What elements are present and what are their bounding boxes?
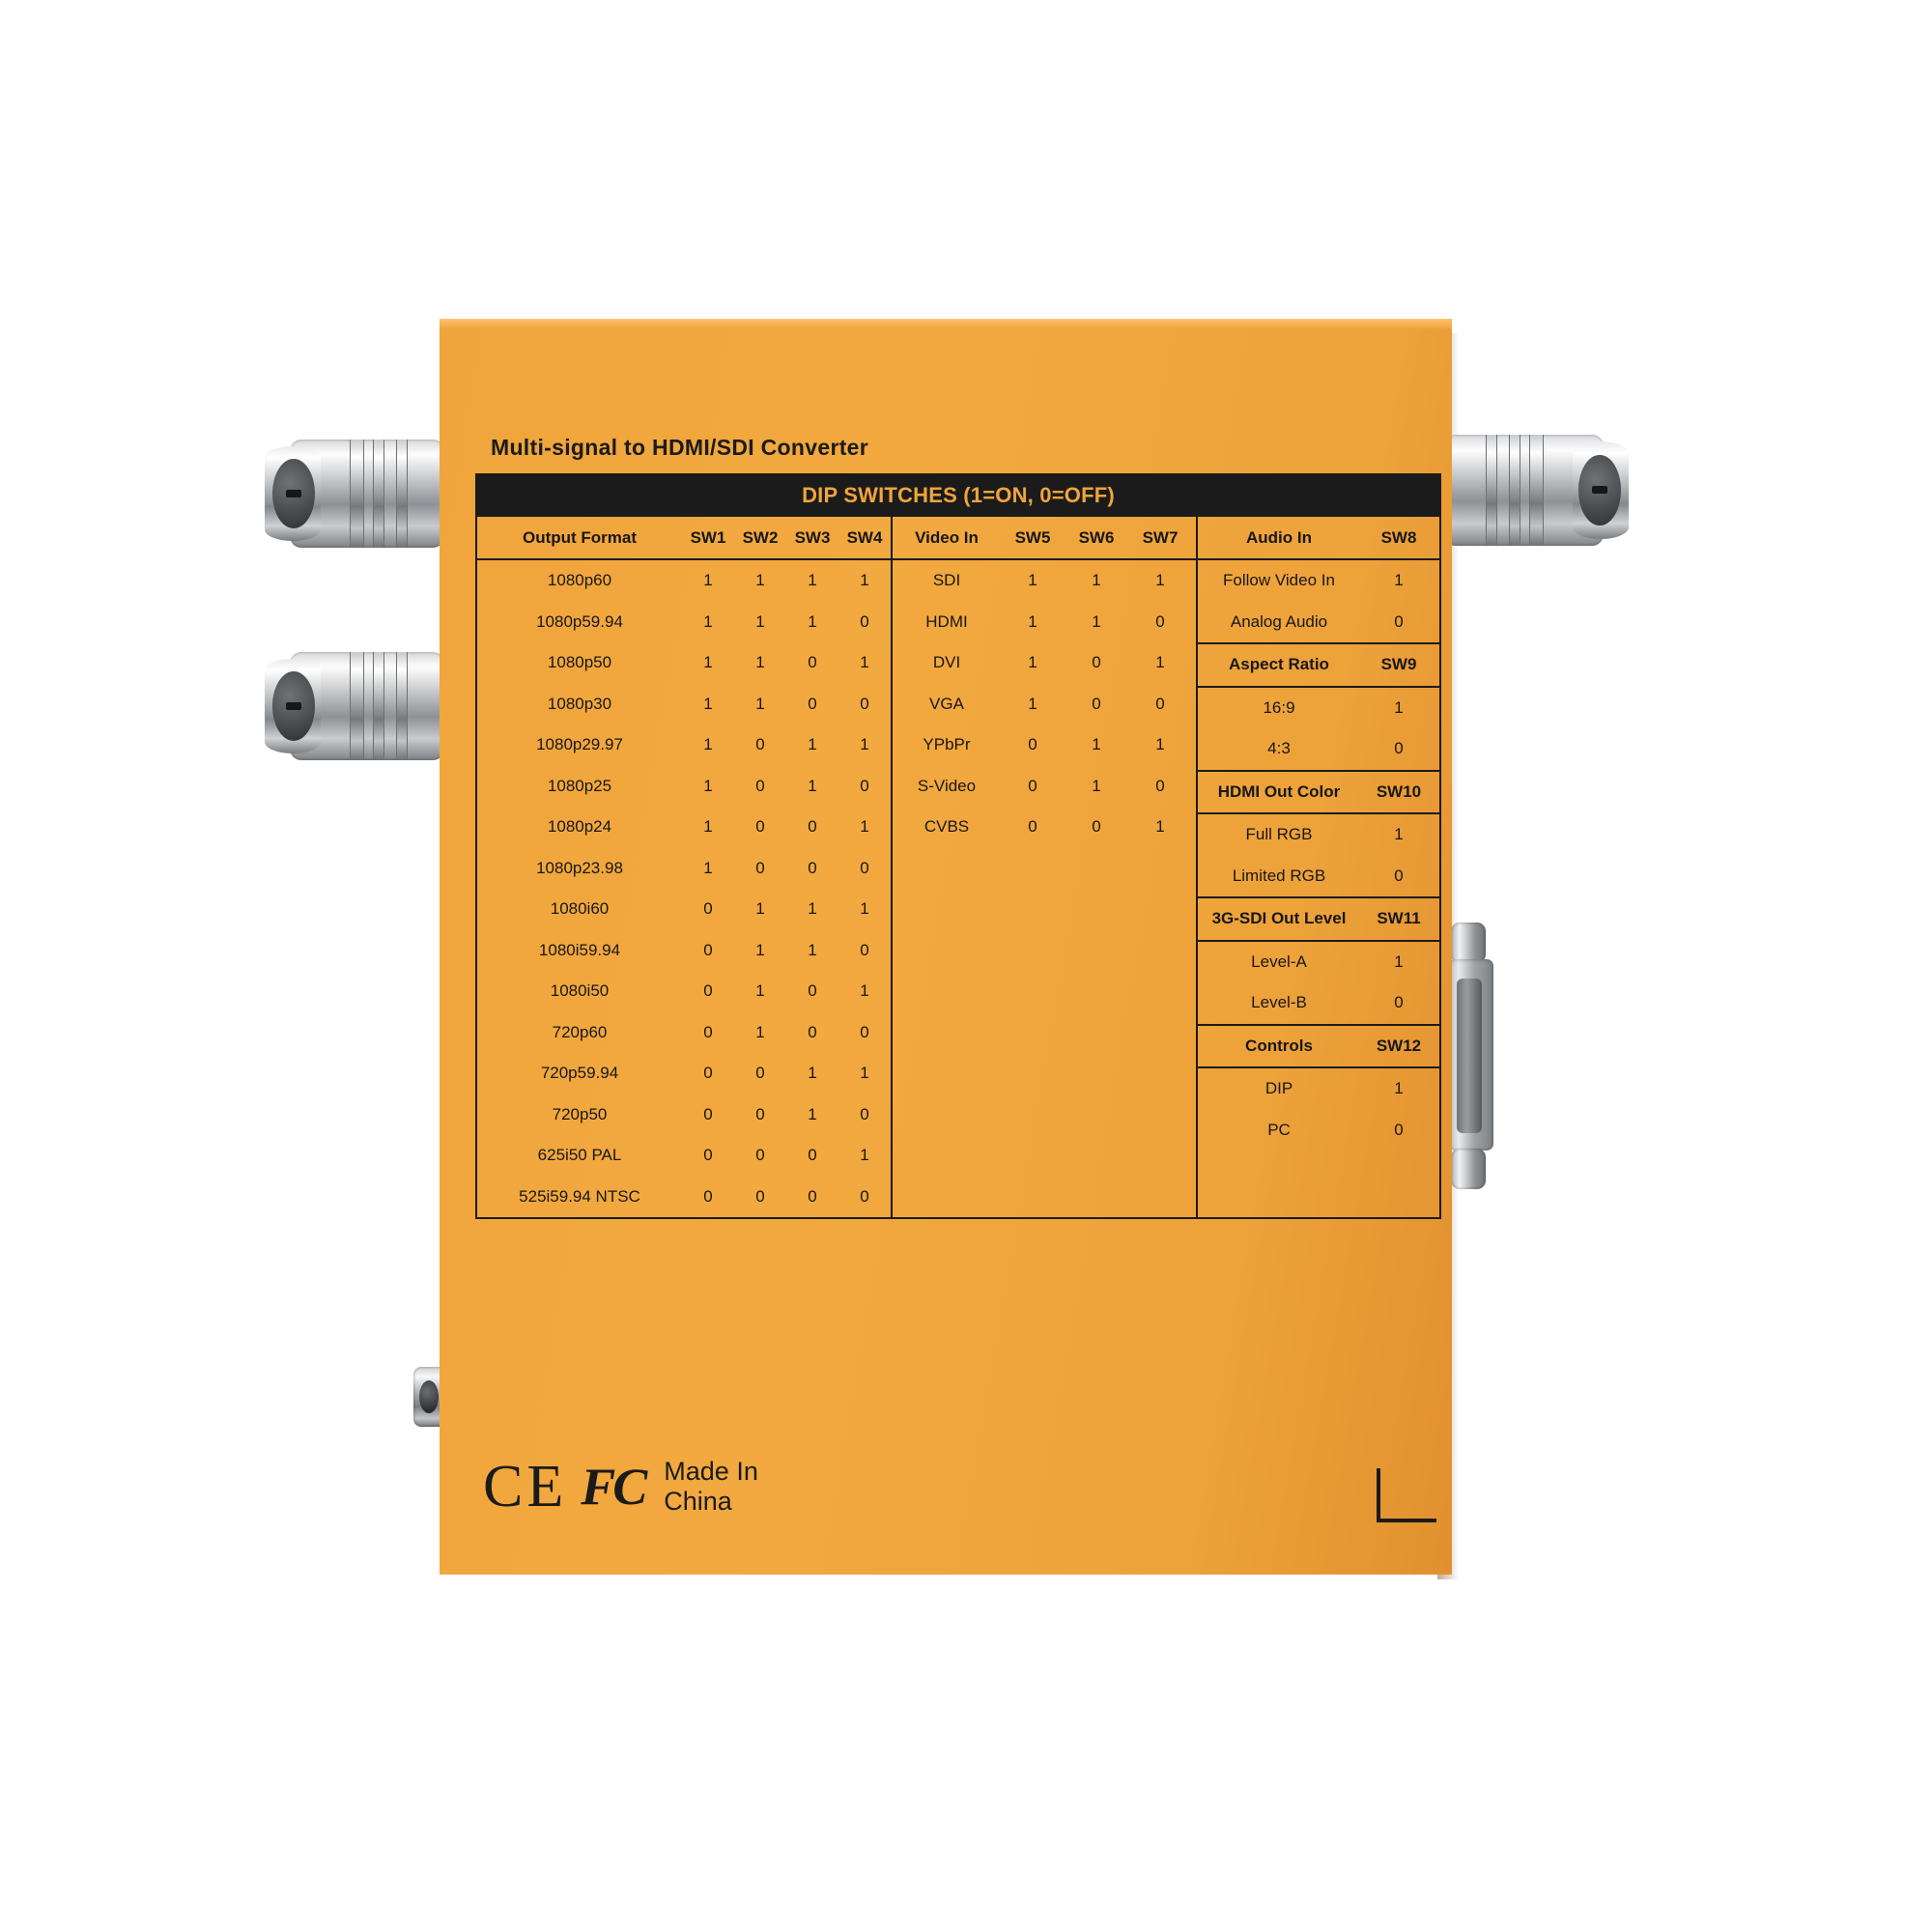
cell-sw7: 0 [1155,611,1165,631]
cell-sw5: 0 [1028,817,1037,837]
cell-hdmi-color-option: Limited RGB [1232,866,1326,885]
table-row [893,807,1196,848]
table-row [893,724,1196,766]
cell-sw4: 1 [860,981,869,1001]
cell-sw5: 1 [1028,611,1037,631]
product-title: Multi-signal to HDMI/SDI Converter [491,435,868,460]
cell-format: 720p60 [552,1022,608,1041]
cell-format: 1080p24 [547,817,612,837]
col-header-sw5: SW5 [1014,527,1051,547]
table-row [1198,602,1439,643]
cell-sdi-level-option: Level-A [1251,952,1307,971]
cell-sw1: 0 [703,1104,713,1123]
table-row [477,807,891,848]
col-header-sw10: SW10 [1376,781,1422,801]
cell-format: 1080p50 [547,653,612,672]
table-row [1198,1110,1439,1151]
cell-sw7: 0 [1155,776,1165,795]
cell-sw8: 1 [1394,571,1404,590]
cell-sw6: 1 [1092,735,1101,754]
made-in-line1: Made In [664,1457,758,1486]
cell-sw3: 1 [808,611,817,631]
dip-table-header: DIP SWITCHES (1=ON, 0=OFF) [477,475,1439,517]
cell-sw2: 0 [755,858,765,877]
cell-sw1: 1 [703,776,713,795]
cell-sw2: 0 [755,1146,765,1165]
col-header-video-in: Video In [915,527,979,547]
col-header-sw3: SW3 [794,527,831,547]
col-header-aspect-ratio: Aspect Ratio [1229,655,1329,674]
table-row [477,1135,891,1177]
cell-sw11: 1 [1394,952,1404,971]
cell-sw2: 1 [755,1022,765,1041]
table-row [1198,1068,1439,1110]
cell-sw1: 1 [703,653,713,672]
cell-sw3: 0 [808,694,817,713]
cell-sw4: 0 [860,858,869,877]
table-row [1198,942,1439,983]
table-row [1198,814,1439,856]
cell-sw7: 1 [1155,571,1165,590]
cell-sw1: 1 [703,611,713,631]
cell-sw7: 1 [1155,653,1165,672]
cell-sw6: 0 [1092,653,1101,672]
fcc-mark-icon: FC [581,1458,645,1517]
table-row [477,560,891,602]
bnc-ring [350,440,364,548]
cell-format: 720p50 [552,1104,608,1123]
ce-mark-icon: CE [483,1454,568,1520]
cell-hdmi-color-option: Full RGB [1245,825,1313,844]
cell-sw10: 0 [1394,866,1404,885]
cell-format: 1080i60 [550,899,610,919]
controls-header-row [1198,1024,1439,1069]
cell-audio-option: Analog Audio [1230,611,1328,631]
cell-video-in: SDI [932,571,961,590]
cell-sw1: 1 [703,571,713,590]
cell-sw2: 1 [755,571,765,590]
table-row [477,766,891,808]
cell-format: 625i50 PAL [537,1146,622,1165]
table-row [893,642,1196,684]
made-in-line2: China [664,1487,732,1517]
cell-video-in: CVBS [923,817,970,837]
cell-format: 1080i59.94 [538,940,621,959]
cell-sw3: 0 [808,1146,817,1165]
hdmi-out-color-header-row [1198,770,1439,815]
cell-video-in: YPbPr [923,735,971,754]
col-header-audio-in: Audio In [1246,527,1312,547]
bnc-connector-left-top[interactable] [290,440,444,548]
table-row [477,1012,891,1054]
col-header-sw8: SW8 [1380,527,1417,547]
cell-audio-option: Follow Video In [1223,571,1335,590]
cell-sw3: 1 [808,735,817,754]
col-header-hdmi-out-color: HDMI Out Color [1217,781,1341,801]
cell-sw12: 1 [1394,1079,1404,1098]
cell-sw7: 1 [1155,735,1165,754]
cell-sw4: 0 [860,611,869,631]
cell-sw2: 1 [755,653,765,672]
col-header-sw2: SW2 [742,527,779,547]
cell-sw3: 1 [808,1064,817,1083]
col-header-sw9: SW9 [1380,655,1417,674]
table-row [477,602,891,643]
cell-sw6: 0 [1092,694,1101,713]
cell-sw1: 0 [703,940,713,959]
cell-sw1: 0 [703,1146,713,1165]
cell-sw1: 1 [703,735,713,754]
table-row [477,642,891,684]
col-header-sw12: SW12 [1376,1036,1422,1055]
cell-sw3: 1 [808,776,817,795]
made-in-label [664,1457,758,1517]
bnc-ring [1486,435,1497,546]
cell-control-option: PC [1267,1120,1291,1139]
cell-sw12: 0 [1394,1120,1404,1139]
cell-sw10: 1 [1394,825,1404,844]
bnc-ring [396,440,408,548]
cell-format: 1080p60 [547,571,612,590]
table-row [893,766,1196,808]
col-header-sw4: SW4 [846,527,883,547]
cell-aspect-option: 16:9 [1263,697,1295,717]
cell-sw5: 1 [1028,694,1037,713]
cell-sw7: 1 [1155,817,1165,837]
audio-jack-hole [419,1380,439,1413]
bnc-ring [373,440,384,548]
cell-sw3: 0 [808,981,817,1001]
cell-sw2: 0 [755,1186,765,1206]
table-row [477,1177,891,1218]
cell-sw4: 0 [860,776,869,795]
bnc-ring [373,652,384,760]
table-row [477,971,891,1012]
cell-format: 1080p25 [547,776,612,795]
cell-sw6: 0 [1092,817,1101,837]
vga-screw-bottom [1451,1149,1486,1189]
dip-switch-table [475,473,1441,1219]
cell-sw6: 1 [1092,776,1101,795]
cell-sw3: 0 [808,817,817,837]
cell-sw6: 1 [1092,571,1101,590]
vga-inner [1457,979,1482,1133]
cell-sw3: 1 [808,571,817,590]
bnc-pin [286,702,301,710]
cell-sw5: 0 [1028,776,1037,795]
sdi-out-level-header-row [1198,896,1439,942]
corner-alignment-mark [1377,1468,1436,1522]
cell-format: 1080p29.97 [536,735,623,754]
table-row [477,684,891,725]
cell-sw2: 0 [755,817,765,837]
table-row [477,848,891,890]
cell-sw2: 1 [755,899,765,919]
cell-sw4: 1 [860,1064,869,1083]
table-row [477,724,891,766]
cell-video-in: S-Video [917,776,977,795]
cell-format: 1080i50 [550,981,610,1001]
table-row [893,602,1196,643]
cell-sw4: 1 [860,571,869,590]
table-row [893,560,1196,602]
cell-video-in: DVI [932,653,961,672]
cell-sw2: 1 [755,611,765,631]
cell-sw4: 0 [860,1186,869,1206]
bnc-pin [1592,486,1607,494]
video-in-header-row [893,517,1196,560]
cell-sw8: 0 [1394,611,1404,631]
cell-sw2: 0 [755,735,765,754]
cell-sw1: 1 [703,858,713,877]
cell-sw5: 0 [1028,735,1037,754]
bnc-ring [1509,435,1520,546]
cell-sw4: 1 [860,735,869,754]
cell-sw4: 1 [860,653,869,672]
audio-in-header-row [1198,517,1439,560]
cell-sw4: 1 [860,817,869,837]
bnc-connector-left-bottom[interactable] [290,652,444,760]
bnc-ring [396,652,408,760]
table-row [477,1053,891,1094]
cell-sw5: 1 [1028,571,1037,590]
cell-sw5: 1 [1028,653,1037,672]
output-format-column [477,517,893,1217]
cell-format: 525i59.94 NTSC [519,1186,640,1206]
cell-video-in: HDMI [925,611,968,631]
cell-video-in: VGA [929,694,964,713]
bnc-ring [1529,435,1544,546]
cell-sw4: 0 [860,1022,869,1041]
cell-sdi-level-option: Level-B [1251,993,1307,1012]
cell-sw1: 0 [703,1064,713,1083]
cell-sw1: 0 [703,1022,713,1041]
col-header-sw11: SW11 [1377,909,1421,928]
col-header-sw1: SW1 [690,527,726,547]
cell-sw4: 0 [860,940,869,959]
table-row [477,930,891,972]
certification-marks [483,1454,758,1520]
device-top-edge [440,319,1452,328]
video-in-column [893,517,1198,1217]
cell-sw4: 0 [860,694,869,713]
cell-sw4: 0 [860,1104,869,1123]
cell-sw9: 1 [1394,697,1404,717]
aspect-ratio-header-row [1198,642,1439,688]
cell-sw7: 0 [1155,694,1165,713]
table-row [1198,982,1439,1024]
vga-connector[interactable] [1449,923,1499,1188]
cell-sw1: 1 [703,694,713,713]
cell-sw2: 0 [755,1064,765,1083]
table-row [893,684,1196,725]
output-format-header-row [477,517,891,560]
cell-sw3: 1 [808,899,817,919]
bnc-pin [286,490,301,497]
cell-sw1: 0 [703,981,713,1001]
cell-sw3: 0 [808,1186,817,1206]
cell-sw3: 1 [808,1104,817,1123]
table-row [1198,688,1439,729]
table-row [1198,560,1439,602]
cell-sw4: 1 [860,1146,869,1165]
table-row [477,889,891,930]
bnc-connector-right[interactable] [1444,435,1604,546]
cell-sw3: 0 [808,1022,817,1041]
cell-format: 1080p23.98 [536,858,623,877]
cell-format: 720p59.94 [540,1064,619,1083]
cell-sw2: 0 [755,776,765,795]
cell-sw3: 0 [808,858,817,877]
cell-sw1: 0 [703,1186,713,1206]
cell-format: 1080p30 [547,694,612,713]
cell-sw2: 1 [755,694,765,713]
col-header-output-format: Output Format [522,527,638,547]
col-header-sw7: SW7 [1142,527,1179,547]
cell-sw1: 1 [703,817,713,837]
cell-aspect-option: 4:3 [1267,739,1291,758]
col-header-3g-sdi-out-level: 3G-SDI Out Level [1211,909,1347,928]
cell-sw2: 0 [755,1104,765,1123]
col-header-controls: Controls [1245,1036,1313,1055]
misc-settings-column [1198,517,1439,1217]
cell-sw2: 1 [755,940,765,959]
cell-control-option: DIP [1264,1079,1293,1098]
table-row [1198,856,1439,897]
table-row [477,1094,891,1136]
cell-sw9: 0 [1394,739,1404,758]
cell-sw6: 1 [1092,611,1101,631]
table-row [1198,728,1439,770]
vga-screw-top [1451,923,1486,963]
col-header-sw6: SW6 [1078,527,1115,547]
bnc-ring [350,652,364,760]
cell-sw11: 0 [1394,993,1404,1012]
cell-sw2: 1 [755,981,765,1001]
cell-format: 1080p59.94 [536,611,623,631]
cell-sw3: 0 [808,653,817,672]
cell-sw3: 1 [808,940,817,959]
cell-sw4: 1 [860,899,869,919]
cell-sw1: 0 [703,899,713,919]
